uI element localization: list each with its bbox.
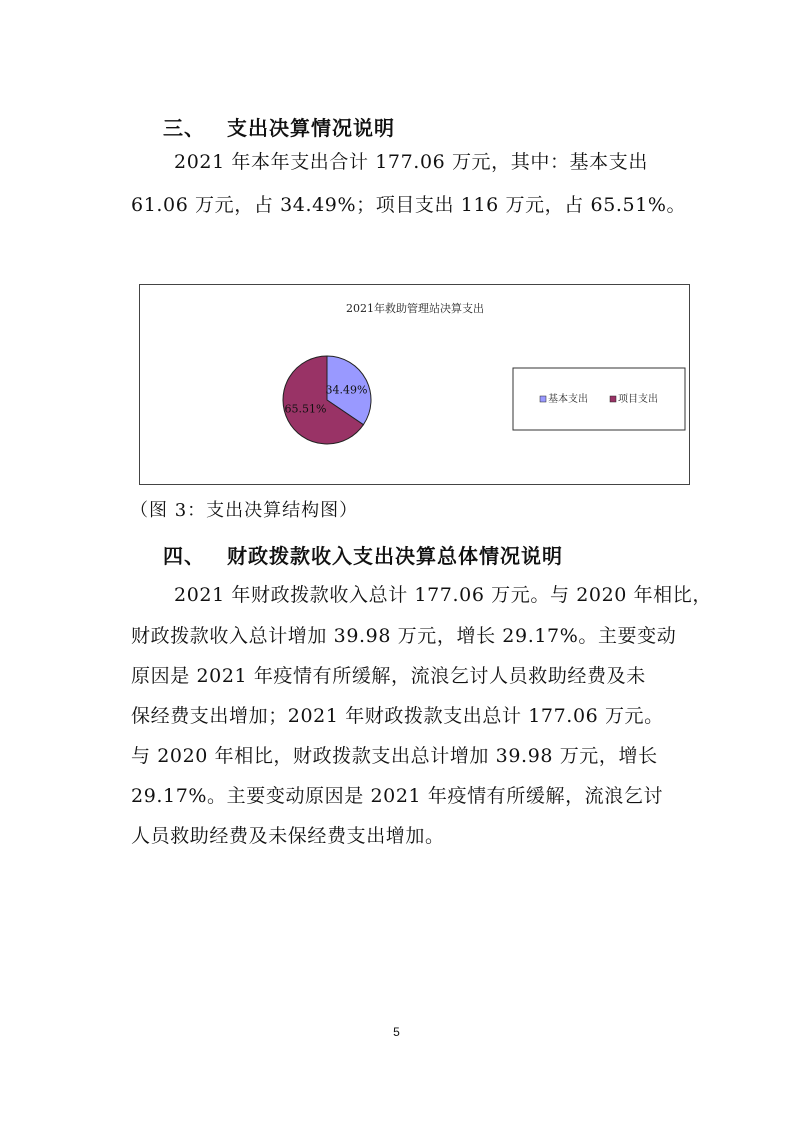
section-4-line-6: 29.17%。主要变动原因是 2021 年疫情有所缓解，流浪乞讨: [131, 785, 664, 807]
section-4-line-2: 财政拨款收入总计增加 39.98 万元，增长 29.17%。主要变动: [131, 625, 677, 647]
section-4-number: 四、: [163, 544, 205, 568]
pie-label-project: 65.51%: [284, 402, 327, 416]
section-4-line-1: 2021 年财政拨款收入总计 177.06 万元。与 2020 年相比，: [174, 584, 712, 606]
section-3-number: 三、: [163, 116, 205, 140]
section-3-line-2: 61.06 万元，占 34.49%；项目支出 116 万元，占 65.51%。: [131, 194, 687, 216]
section-4-line-4: 保经费支出增加；2021 年财政拨款支出总计 177.06 万元。: [131, 705, 664, 727]
section-3-title: 支出决算情况说明: [227, 116, 395, 140]
legend-label-basic: 基本支出: [548, 394, 588, 405]
expenditure-pie-chart: [139, 284, 690, 485]
section-4-title: 财政拨款收入支出决算总体情况说明: [227, 544, 563, 568]
figure-caption: （图 3：支出决算结构图）: [130, 500, 359, 521]
section-4-heading: [163, 540, 563, 569]
section-3-line-1: 2021 年本年支出合计 177.06 万元，其中：基本支出: [174, 151, 648, 173]
section-4-line-7: 人员救助经费及未保经费支出增加。: [131, 825, 445, 847]
pie-chart-svg: [140, 285, 689, 484]
chart-legend: [513, 368, 685, 430]
section-4-line-3: 原因是 2021 年疫情有所缓解，流浪乞讨人员救助经费及未: [131, 665, 646, 687]
chart-title: 2021年救助管理站决算支出: [346, 302, 484, 315]
pie-label-basic: 34.49%: [325, 383, 368, 397]
section-3-heading: [163, 112, 395, 141]
pie-slices: [283, 356, 371, 444]
legend-label-project: 项目支出: [618, 394, 658, 405]
legend-box: [513, 368, 685, 430]
page-number: 5: [393, 1025, 400, 1039]
legend-swatch-project: [610, 396, 616, 402]
legend-swatch-basic: [540, 396, 546, 402]
section-4-line-5: 与 2020 年相比，财政拨款支出总计增加 39.98 万元，增长: [131, 745, 658, 767]
